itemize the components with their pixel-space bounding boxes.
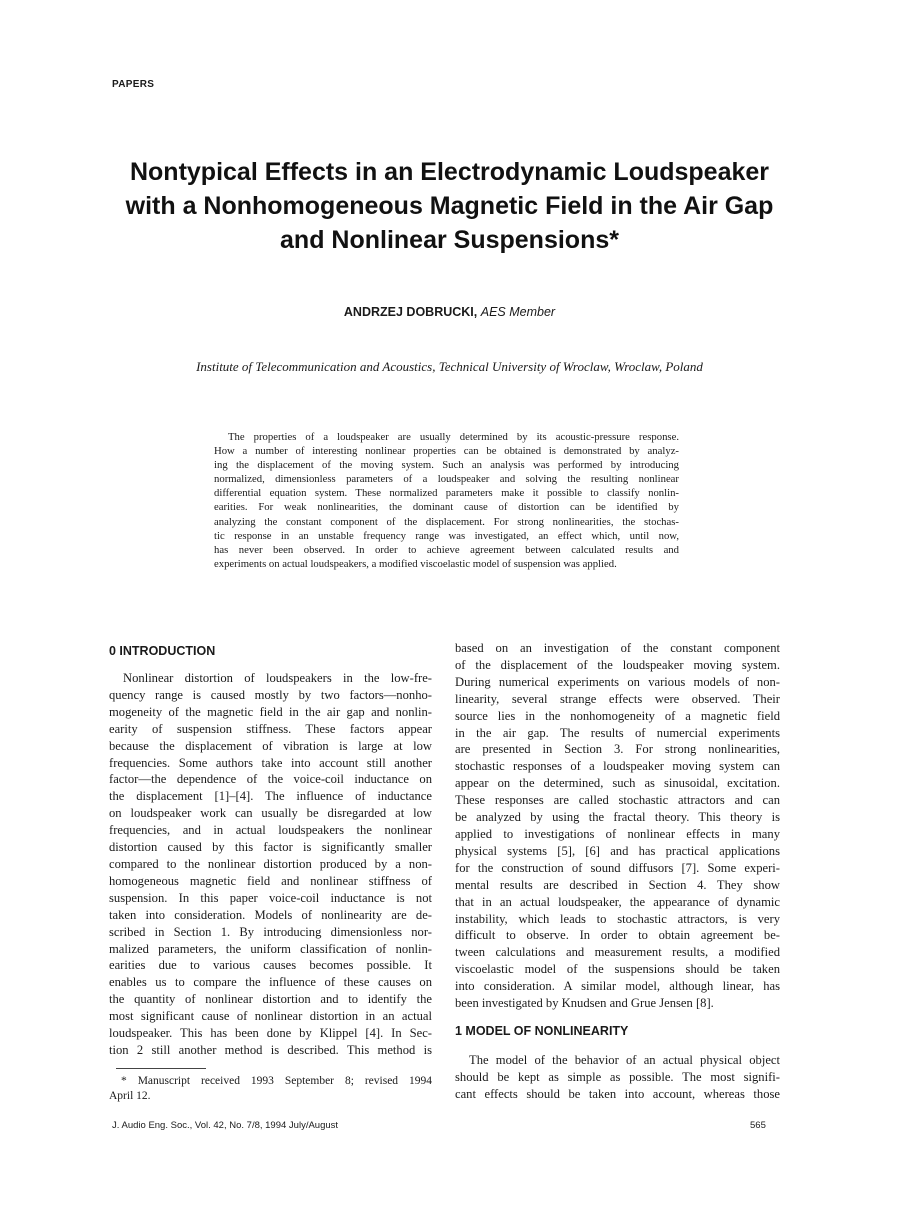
abstract-line: tic response in an unstable frequency range was investigated, an effect which, until now, xyxy=(214,529,679,542)
body-line: taken into consideration. Models of nonlinearity are de- xyxy=(109,907,432,922)
body-line: distortion caused by this factor is significantly smaller xyxy=(109,840,432,855)
affiliation: Institute of Telecommunication and Acoustics, Technical University of Wroclaw, Wroclaw, Poland xyxy=(196,359,703,374)
body-line: physical systems [5], [6] and has practical applications xyxy=(455,843,780,858)
body-line: enables us to compare the influence of these causes on xyxy=(109,975,432,990)
section-heading-model: 1 MODEL OF NONLINEARITY xyxy=(455,1024,629,1038)
body-line: frequencies, and in actual loudspeakers the nonlinear xyxy=(109,823,432,838)
body-line: most significant cause of nonlinear distortion in an actual xyxy=(109,1009,432,1024)
body-line: earity of suspension stiffness. These factors appear xyxy=(109,721,432,736)
abstract-line: The properties of a loudspeaker are usually determined by its acoustic-pressure response. xyxy=(228,431,679,443)
body-line: earities due to various causes becomes possible. It xyxy=(109,958,432,973)
body-line: During numerical experiments on various models of non- xyxy=(455,674,780,689)
body-line: mogeneity of the magnetic field in the air gap and nonlin- xyxy=(109,704,432,719)
right-column-body xyxy=(455,640,780,1012)
body-line: scribed in Section 1. By introducing dimensionless nor- xyxy=(109,924,432,939)
body-line: loudspeaker. This has been done by Klippel [4]. In Sec- xyxy=(109,1026,432,1041)
abstract-line: differential equation system. These normalized parameters make it possible to classify nonlin- xyxy=(214,487,679,500)
author-line xyxy=(0,305,899,319)
body-line: the displacement [1]–[4]. The influence of inductance xyxy=(109,789,432,804)
page-number: 565 xyxy=(750,1120,766,1131)
body-line: applied to investigations of nonlinear effects in many xyxy=(455,826,780,841)
body-line: should be kept as simple as possible. The most signifi- xyxy=(455,1069,780,1084)
body-line: appear on the determined, such as sinusoidal, excitation. xyxy=(455,776,780,791)
abstract-line: ing the displacement of the moving system. Such an analysis was performed by introducing xyxy=(214,459,679,472)
body-line: tween calculations and measurement results, a modified xyxy=(455,945,780,960)
body-line: on loudspeaker work can usually be disregarded at low xyxy=(109,806,432,821)
body-line: into consideration. A similar model, although linear, has xyxy=(455,979,780,994)
body-line: source lies in the nonhomogeneity of a magnetic field xyxy=(455,708,780,723)
body-line: in the air gap. The results of numercial experiments xyxy=(455,725,780,740)
section-tag: PAPERS xyxy=(112,79,155,90)
body-line: difficult to observe. In order to obtain agreement be- xyxy=(455,928,780,943)
author-name: ANDRZEJ DOBRUCKI, xyxy=(343,305,478,319)
body-line: suspension. In this paper voice-coil inductance is not xyxy=(109,890,432,905)
body-line: viscoelastic model of the suspensions should be taken xyxy=(455,962,780,977)
body-line: because the displacement of vibration is large at low xyxy=(109,738,432,753)
footnote-line: April 12. xyxy=(109,1089,151,1102)
abstract-line: normalized, dimensionless parameters of a loudspeaker and solving the resulting nonlinear xyxy=(214,473,679,486)
abstract-line: experiments on actual loudspeakers, a modified viscoelastic model of suspension was applied. xyxy=(214,557,617,570)
body-line: stochastic responses of a loudspeaker moving system can xyxy=(455,759,780,774)
author-membership: AES Member xyxy=(480,305,556,319)
section-heading-introduction: 0 INTRODUCTION xyxy=(109,644,216,658)
body-line: cant effects should be taken into account, whereas those xyxy=(455,1086,780,1101)
body-line: The model of the behavior of an actual physical object xyxy=(469,1053,780,1067)
body-line: for the construction of sound diffusors [7]. Some experi- xyxy=(455,860,780,875)
title-line: and Nonlinear Suspensions* xyxy=(280,226,619,254)
body-line: instability, which leads to stochastic attractors, is very xyxy=(455,911,780,926)
body-line: the quantity of nonlinear distortion and to identify the xyxy=(109,992,432,1007)
body-line: linearity, several strange effects were observed. Their xyxy=(455,691,780,706)
footnote-rule xyxy=(116,1068,206,1069)
body-line: based on an investigation of the constant component xyxy=(455,641,780,655)
body-line: been investigated by Knudsen and Grue Jensen [8]. xyxy=(455,996,714,1011)
running-footer: J. Audio Eng. Soc., Vol. 42, No. 7/8, 1994 July/August xyxy=(112,1120,339,1131)
body-line: malized parameters, the uniform classification of nonlin- xyxy=(109,941,432,956)
body-line: Nonlinear distortion of loudspeakers in the low-fre- xyxy=(123,671,432,685)
left-column-body xyxy=(109,670,432,1059)
title-line: Nontypical Effects in an Electrodynamic Loudspeaker xyxy=(129,158,770,186)
body-line: factor—the dependence of the voice-coil inductance on xyxy=(109,772,432,787)
paper-title xyxy=(60,155,839,257)
body-line: be analyzed by using the fractal theory. This theory is xyxy=(455,810,780,825)
body-line: tion 2 still another method is described. This method is xyxy=(109,1042,432,1057)
body-line: These responses are called stochastic attractors and can xyxy=(455,793,780,808)
body-line: of the displacement of the loudspeaker moving system. xyxy=(455,657,780,672)
body-line: frequencies. Some authors take into account still another xyxy=(109,755,432,770)
abstract-line: analyzing the constant component of the displacement. For strong nonlinearities, the stochas- xyxy=(214,515,679,528)
abstract-line: has never been observed. In order to achieve agreement between calculated results and xyxy=(214,543,679,556)
body-line: homogeneous magnetic field and nonlinear stiffness of xyxy=(109,873,432,888)
body-line: are presented in Section 3. For strong nonlinearities, xyxy=(455,742,780,757)
abstract-line: How a number of interesting nonlinear properties can be obtained is demonstrated by analyz- xyxy=(214,445,679,458)
body-line: quency range is caused mostly by two factors—nonho- xyxy=(109,687,432,702)
body-line: compared to the nonlinear distortion produced by a non- xyxy=(109,856,432,871)
title-line: with a Nonhomogeneous Magnetic Field in the Air Gap xyxy=(125,192,774,220)
body-line: that in an actual loudspeaker, the appearance of dynamic xyxy=(455,894,780,909)
abstract-line: earities. For weak nonlinearities, the dominant cause of distortion can be identified by xyxy=(214,501,679,514)
body-line: mental results are described in Section 4. They show xyxy=(455,877,780,892)
footnote-line: * Manuscript received 1993 September 8; revised 1994 xyxy=(121,1075,432,1087)
abstract xyxy=(214,430,679,571)
footnote xyxy=(109,1074,432,1103)
section1-body xyxy=(455,1052,780,1103)
